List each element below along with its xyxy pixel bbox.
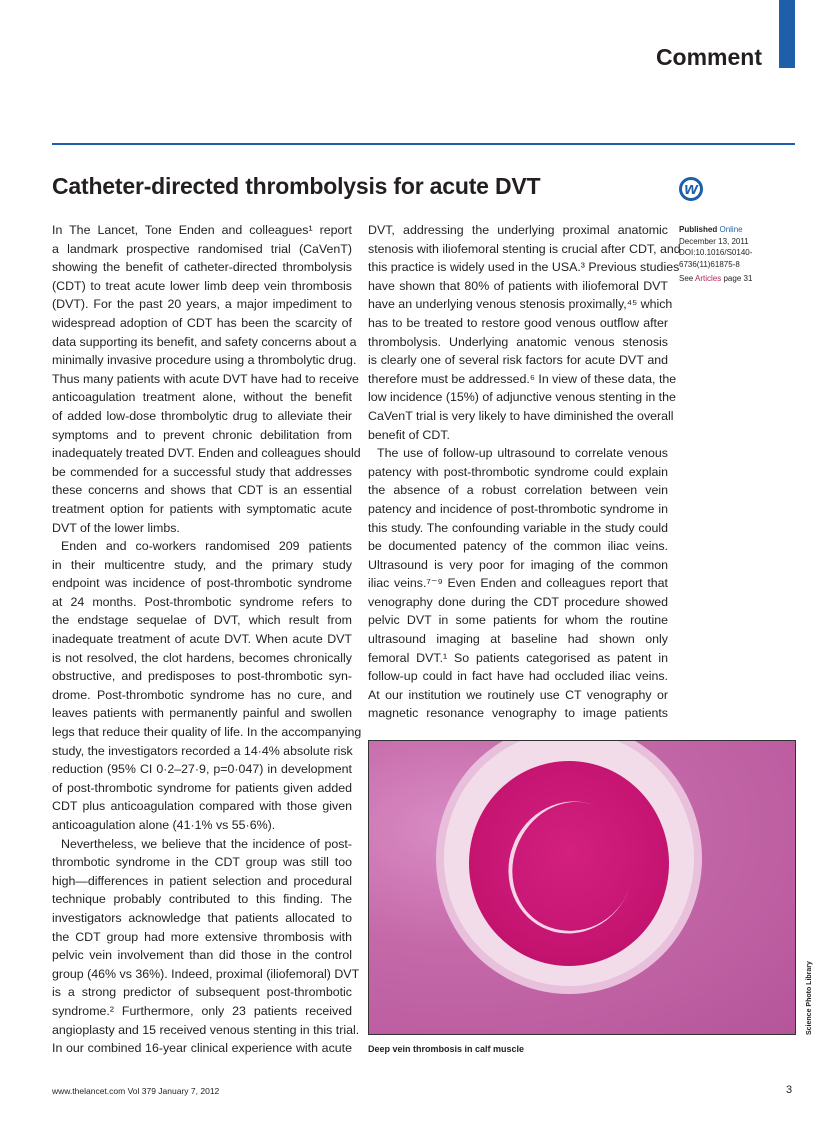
text-line: angioplasty and 15 received venous stenting in this trial. (52, 1022, 360, 1037)
page-number: 3 (786, 1084, 793, 1096)
text-line: inadequate treatment of acute DVT. When acute DVT (52, 632, 352, 647)
brand-bar (779, 0, 795, 68)
text-line: anticoagulation alone (41·1% vs 55·6%). (52, 818, 276, 832)
text-line: investigators acknowledge that patients allocated to (52, 910, 352, 925)
text-line: leaves patients with permanently painful and swollen (52, 706, 352, 721)
text-line: The use of follow-up ultrasound to correlate venous (377, 446, 668, 461)
text-line: technique probably contributed to this finding. The (52, 892, 352, 907)
text-line: has to be treated to restore good venous outflow after (368, 315, 668, 330)
text-line: pelvic vein involvement than did those in the control (52, 948, 352, 963)
text-line: is clearly one of several risk factors for acute DVT and (368, 353, 668, 368)
text-line: patency and incidence of post-thrombotic syndrome in (368, 501, 668, 516)
text-line: Ultrasound is very poor for imaging of the common (368, 557, 668, 572)
text-line: a landmark prospective randomised trial (CaVenT) (52, 241, 352, 256)
body-column-1 (52, 221, 362, 1058)
text-line: endpoint was incidence of post-thrombotic syndrome (52, 576, 352, 591)
text-line: thrombolysis. Underlying anatomic venous stenosis (368, 334, 668, 349)
publish-date: December 13, 2011 (679, 236, 749, 246)
text-line: these concerns and shows that CDT is an essential (52, 483, 352, 498)
text-line: of added low-dose thrombolytic drug to alleviate their (52, 408, 352, 423)
text-line: thrombotic syndrome in the CDT group was still too (52, 855, 352, 870)
text-line: is not resolved, the clot hardens, becomes chronically (52, 650, 352, 665)
text-line: the absence of a robust correlation between vein (368, 483, 668, 498)
histology-image (368, 740, 796, 1035)
text-line: have shown that 80% of patients with iliofemoral DVT (368, 278, 668, 293)
header-divider (52, 143, 795, 145)
publication-info (679, 224, 789, 285)
see-label: See (679, 274, 694, 283)
text-line: have an underlying venous stenosis proximally,⁴⁵ which (368, 297, 673, 312)
text-line: treatment option for patients with symptomatic acute (52, 501, 352, 516)
text-line: obstructive, and predisposes to post-thrombotic syn- (52, 669, 352, 684)
text-line: showing the benefit of catheter-directed thrombolysis (52, 260, 352, 275)
text-line: data supporting its benefit, and safety concerns about a (52, 334, 357, 349)
text-line: iliac veins.⁷⁻⁹ Even Enden and colleagues report that (368, 576, 668, 591)
text-line: DVT of the lower limbs. (52, 520, 180, 535)
text-line: this study. The confounding variable in the study could (368, 520, 668, 535)
text-line: reduction (95% CI 0·2–27·9, p=0·047) in development (52, 762, 352, 777)
text-line: anticoagulation treatment alone, without the benefit (52, 390, 352, 405)
web-extra-icon[interactable]: w (679, 177, 703, 201)
text-line: ultrasound imaging at baseline had shown only (368, 632, 668, 647)
page-ref: page 31 (723, 274, 753, 283)
text-line: widespread adoption of CDT has been the scarcity of (52, 315, 352, 330)
articles-link[interactable]: Articles (695, 274, 722, 283)
text-line: at 24 months. Post-thrombotic syndrome refers to (52, 594, 352, 609)
figure-caption: Deep vein thrombosis in calf muscle (368, 1044, 525, 1054)
text-line: DVT, addressing the underlying proximal anatomic (368, 223, 668, 237)
published-label: Published (679, 225, 718, 234)
section-label: Comment (655, 44, 762, 70)
text-line: be commended for a successful study that addresses (52, 464, 352, 479)
article-title: Catheter-directed thrombolysis for acute DVT (52, 173, 541, 199)
doi-line-2[interactable]: 6736(11)61875-8 (679, 259, 740, 269)
online-label: Online (719, 225, 743, 234)
text-line: this practice is widely used in the USA.³ Previous studies (368, 260, 680, 275)
text-line: CDT plus anticoagulation compared with those given (52, 799, 352, 814)
text-line: of post-thrombotic syndrome for patients given added (52, 780, 352, 795)
text-line: stenosis with iliofemoral stenting is crucial after CDT, and (368, 241, 681, 256)
text-line: syndrome.² Furthermore, only 23 patients received (52, 1003, 352, 1018)
text-line: follow-up could in fact have had occluded iliac veins. (368, 669, 668, 684)
text-line: Thus many patients with acute DVT have had to receive (52, 371, 359, 386)
text-line: is a strong predictor of subsequent post-thrombotic (52, 985, 352, 1000)
text-line: venography done during the CDT procedure showed (368, 594, 668, 609)
text-line: In The Lancet, Tone Enden and colleagues¹ report (52, 223, 352, 237)
text-line: femoral DVT.¹ So patients categorised as patent in (368, 650, 668, 665)
text-line: minimally invasive procedure using a thrombolytic drug. (52, 353, 357, 368)
text-line: therefore must be addressed.⁶ In view of these data, the (368, 371, 677, 386)
text-line: be documented patency of the common iliac veins. (368, 539, 668, 554)
body-column-2 (368, 221, 681, 723)
text-line: legs that reduce their quality of life. In the accompanying (52, 725, 362, 740)
text-line: (DVT). For the past 20 years, a major impediment to (52, 297, 352, 312)
text-line: patency with post-thrombotic syndrome could explain (368, 464, 668, 479)
text-line: the endstage sequelae of DVT, which result from (52, 613, 352, 628)
text-line: group (46% vs 36%). Indeed, proximal (iliofemoral) DVT (52, 966, 360, 981)
text-line: drome. Post-thrombotic syndrome has no cure, and (52, 687, 352, 702)
text-line: (CDT) to treat acute lower limb deep vein thrombosis (52, 278, 352, 293)
text-line: symptoms and to prevent chronic debilitation from (52, 427, 352, 442)
text-line: pelvic DVT in some patients for whom the routine (368, 613, 668, 628)
text-line: At our institution we routinely use CT venography or (368, 687, 668, 702)
text-line: the CDT group had more extensive thrombosis with (52, 929, 352, 944)
photo-credit: Science Photo Library (806, 961, 813, 1035)
footer-journal: www.thelancet.com Vol 379 January 7, 2012 (52, 1086, 220, 1096)
text-line: CaVenT trial is very likely to have diminished the overall (368, 408, 674, 423)
text-line: high—differences in patient selection and procedural (52, 873, 352, 888)
doi-line-1[interactable]: DOI:10.1016/S0140- (679, 248, 753, 257)
text-line: magnetic resonance venography to image patients (368, 706, 668, 721)
text-line: benefit of CDT. (368, 427, 450, 442)
text-line: In our combined 16-year clinical experience with acute (52, 1041, 352, 1056)
text-line: study, the investigators recorded a 14·4% absolute risk (52, 743, 353, 758)
text-line: low incidence (15%) of adjunctive venous stenting in the (368, 390, 676, 405)
text-line: Enden and co-workers randomised 209 patients (61, 539, 352, 554)
text-line: Nevertheless, we believe that the incidence of post- (61, 836, 352, 851)
text-line: inadequately treated DVT. Enden and colleagues should (52, 446, 361, 461)
text-line: in their multicentre study, and the primary study (52, 557, 352, 572)
